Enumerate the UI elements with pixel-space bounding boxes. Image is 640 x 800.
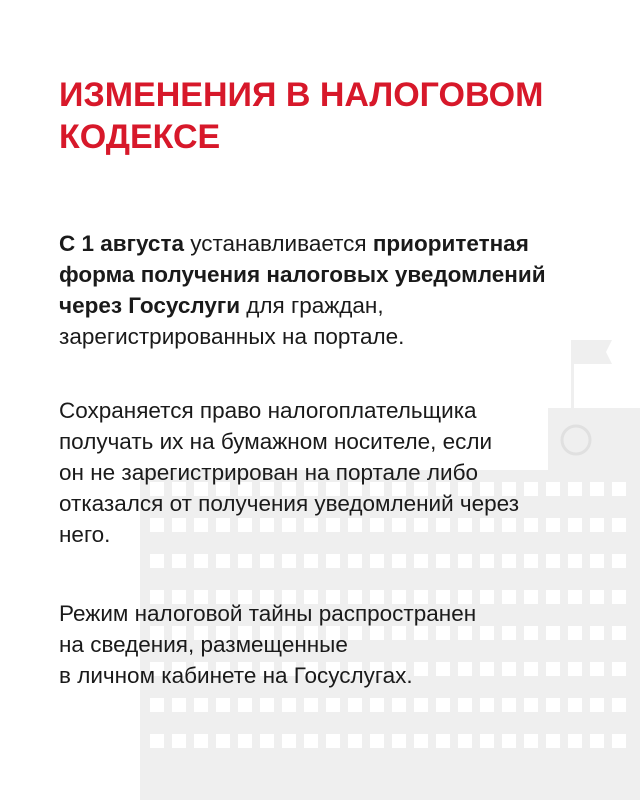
paragraph-1 [59, 228, 546, 352]
building-window [304, 554, 318, 568]
building-window [590, 590, 604, 604]
building-window [546, 554, 560, 568]
building-window [436, 734, 450, 748]
paragraph-3 [59, 598, 476, 691]
building-window [502, 590, 516, 604]
building-window [260, 698, 274, 712]
building-window [458, 698, 472, 712]
building-window [348, 734, 362, 748]
building-window [480, 626, 494, 640]
building-window [172, 734, 186, 748]
building-window [480, 590, 494, 604]
title-line-2: КОДЕКСЕ [59, 118, 221, 156]
building-window [546, 662, 560, 676]
building-window [590, 698, 604, 712]
building-window [150, 734, 164, 748]
building-window [568, 734, 582, 748]
building-window [480, 554, 494, 568]
building-window [304, 734, 318, 748]
building-window [612, 662, 626, 676]
building-window [524, 518, 538, 532]
building-window [612, 698, 626, 712]
building-window [568, 518, 582, 532]
building-window [216, 698, 230, 712]
paragraph-3-line: на сведения, размещенные [59, 632, 348, 657]
building-window [590, 482, 604, 496]
building-window [502, 626, 516, 640]
priority-highlight: приоритетная [372, 231, 529, 256]
building-window [502, 734, 516, 748]
date-highlight: С 1 августа [59, 231, 184, 256]
paragraph-3-line: в личном кабинете на Госуслугах. [59, 663, 413, 688]
building-window [282, 698, 296, 712]
building-window [524, 662, 538, 676]
paragraph-2-line: Сохраняется право налогоплательщика [59, 398, 477, 423]
text-fragment: для граждан, [240, 293, 384, 318]
building-window [524, 698, 538, 712]
building-window [568, 590, 582, 604]
paragraph-2-line: он не зарегистрирован на портале либо [59, 460, 479, 485]
building-window [612, 734, 626, 748]
paragraph-1-line-3 [59, 290, 546, 321]
building-window [326, 554, 340, 568]
building-window [194, 554, 208, 568]
text-fragment: устанавливается [183, 231, 373, 256]
building-window [590, 518, 604, 532]
content [59, 74, 619, 688]
building-window [480, 734, 494, 748]
building-window [590, 662, 604, 676]
building-window [612, 590, 626, 604]
building-window [260, 554, 274, 568]
building-window [590, 554, 604, 568]
building-window [216, 554, 230, 568]
building-window [524, 554, 538, 568]
paragraph-2 [59, 395, 519, 550]
building-window [546, 482, 560, 496]
form-highlight: форма получения налоговых уведомлений [59, 262, 546, 287]
building-window [414, 554, 428, 568]
page-title [59, 74, 619, 158]
paragraph-2-line: него. [59, 522, 111, 547]
building-window [150, 554, 164, 568]
building-window [150, 698, 164, 712]
building-window [524, 482, 538, 496]
paragraph-1-line-4: зарегистрированных на портале. [59, 324, 405, 349]
building-window [612, 518, 626, 532]
paragraph-3-line: Режим налоговой тайны распространен [59, 601, 477, 626]
building-window [480, 662, 494, 676]
building-window [502, 662, 516, 676]
paragraph-1-line-2 [59, 259, 546, 290]
building-window [458, 734, 472, 748]
building-window [194, 698, 208, 712]
building-window [392, 734, 406, 748]
building-window [480, 698, 494, 712]
paragraph-2-line: отказался от получения уведомлений через [59, 491, 520, 516]
building-window [414, 698, 428, 712]
building-window [612, 554, 626, 568]
building-window [524, 734, 538, 748]
building-window [172, 554, 186, 568]
building-window [370, 734, 384, 748]
building-window [612, 626, 626, 640]
building-window [502, 698, 516, 712]
building-window [370, 698, 384, 712]
building-window [172, 698, 186, 712]
building-window [436, 554, 450, 568]
building-window [326, 734, 340, 748]
building-window [238, 698, 252, 712]
building-window [216, 734, 230, 748]
building-window [458, 554, 472, 568]
building-window [260, 734, 274, 748]
building-window [546, 518, 560, 532]
building-window [194, 734, 208, 748]
building-window [326, 698, 340, 712]
building-window [282, 734, 296, 748]
building-window [348, 554, 362, 568]
paragraph-1-line-1 [59, 228, 546, 259]
building-window [392, 698, 406, 712]
building-window [612, 482, 626, 496]
building-window [524, 626, 538, 640]
building-window [546, 626, 560, 640]
building-window [238, 554, 252, 568]
building-window [568, 626, 582, 640]
building-window [546, 590, 560, 604]
building-window [414, 734, 428, 748]
gosuslugi-highlight: через Госуслуги [59, 293, 241, 318]
building-window [568, 482, 582, 496]
building-window [590, 734, 604, 748]
building-window [370, 554, 384, 568]
building-window [546, 734, 560, 748]
paragraph-2-line: получать их на бумажном носителе, если [59, 429, 493, 454]
title-line-1: ИЗМЕНЕНИЯ В НАЛОГОВОМ [59, 76, 544, 114]
building-window [392, 554, 406, 568]
building-window [524, 590, 538, 604]
building-window [546, 698, 560, 712]
building-window [568, 662, 582, 676]
building-window [568, 554, 582, 568]
building-window [238, 734, 252, 748]
building-window [590, 626, 604, 640]
building-window [568, 698, 582, 712]
building-window [282, 554, 296, 568]
building-window [502, 554, 516, 568]
building-window [304, 698, 318, 712]
building-window [436, 698, 450, 712]
building-window [348, 698, 362, 712]
